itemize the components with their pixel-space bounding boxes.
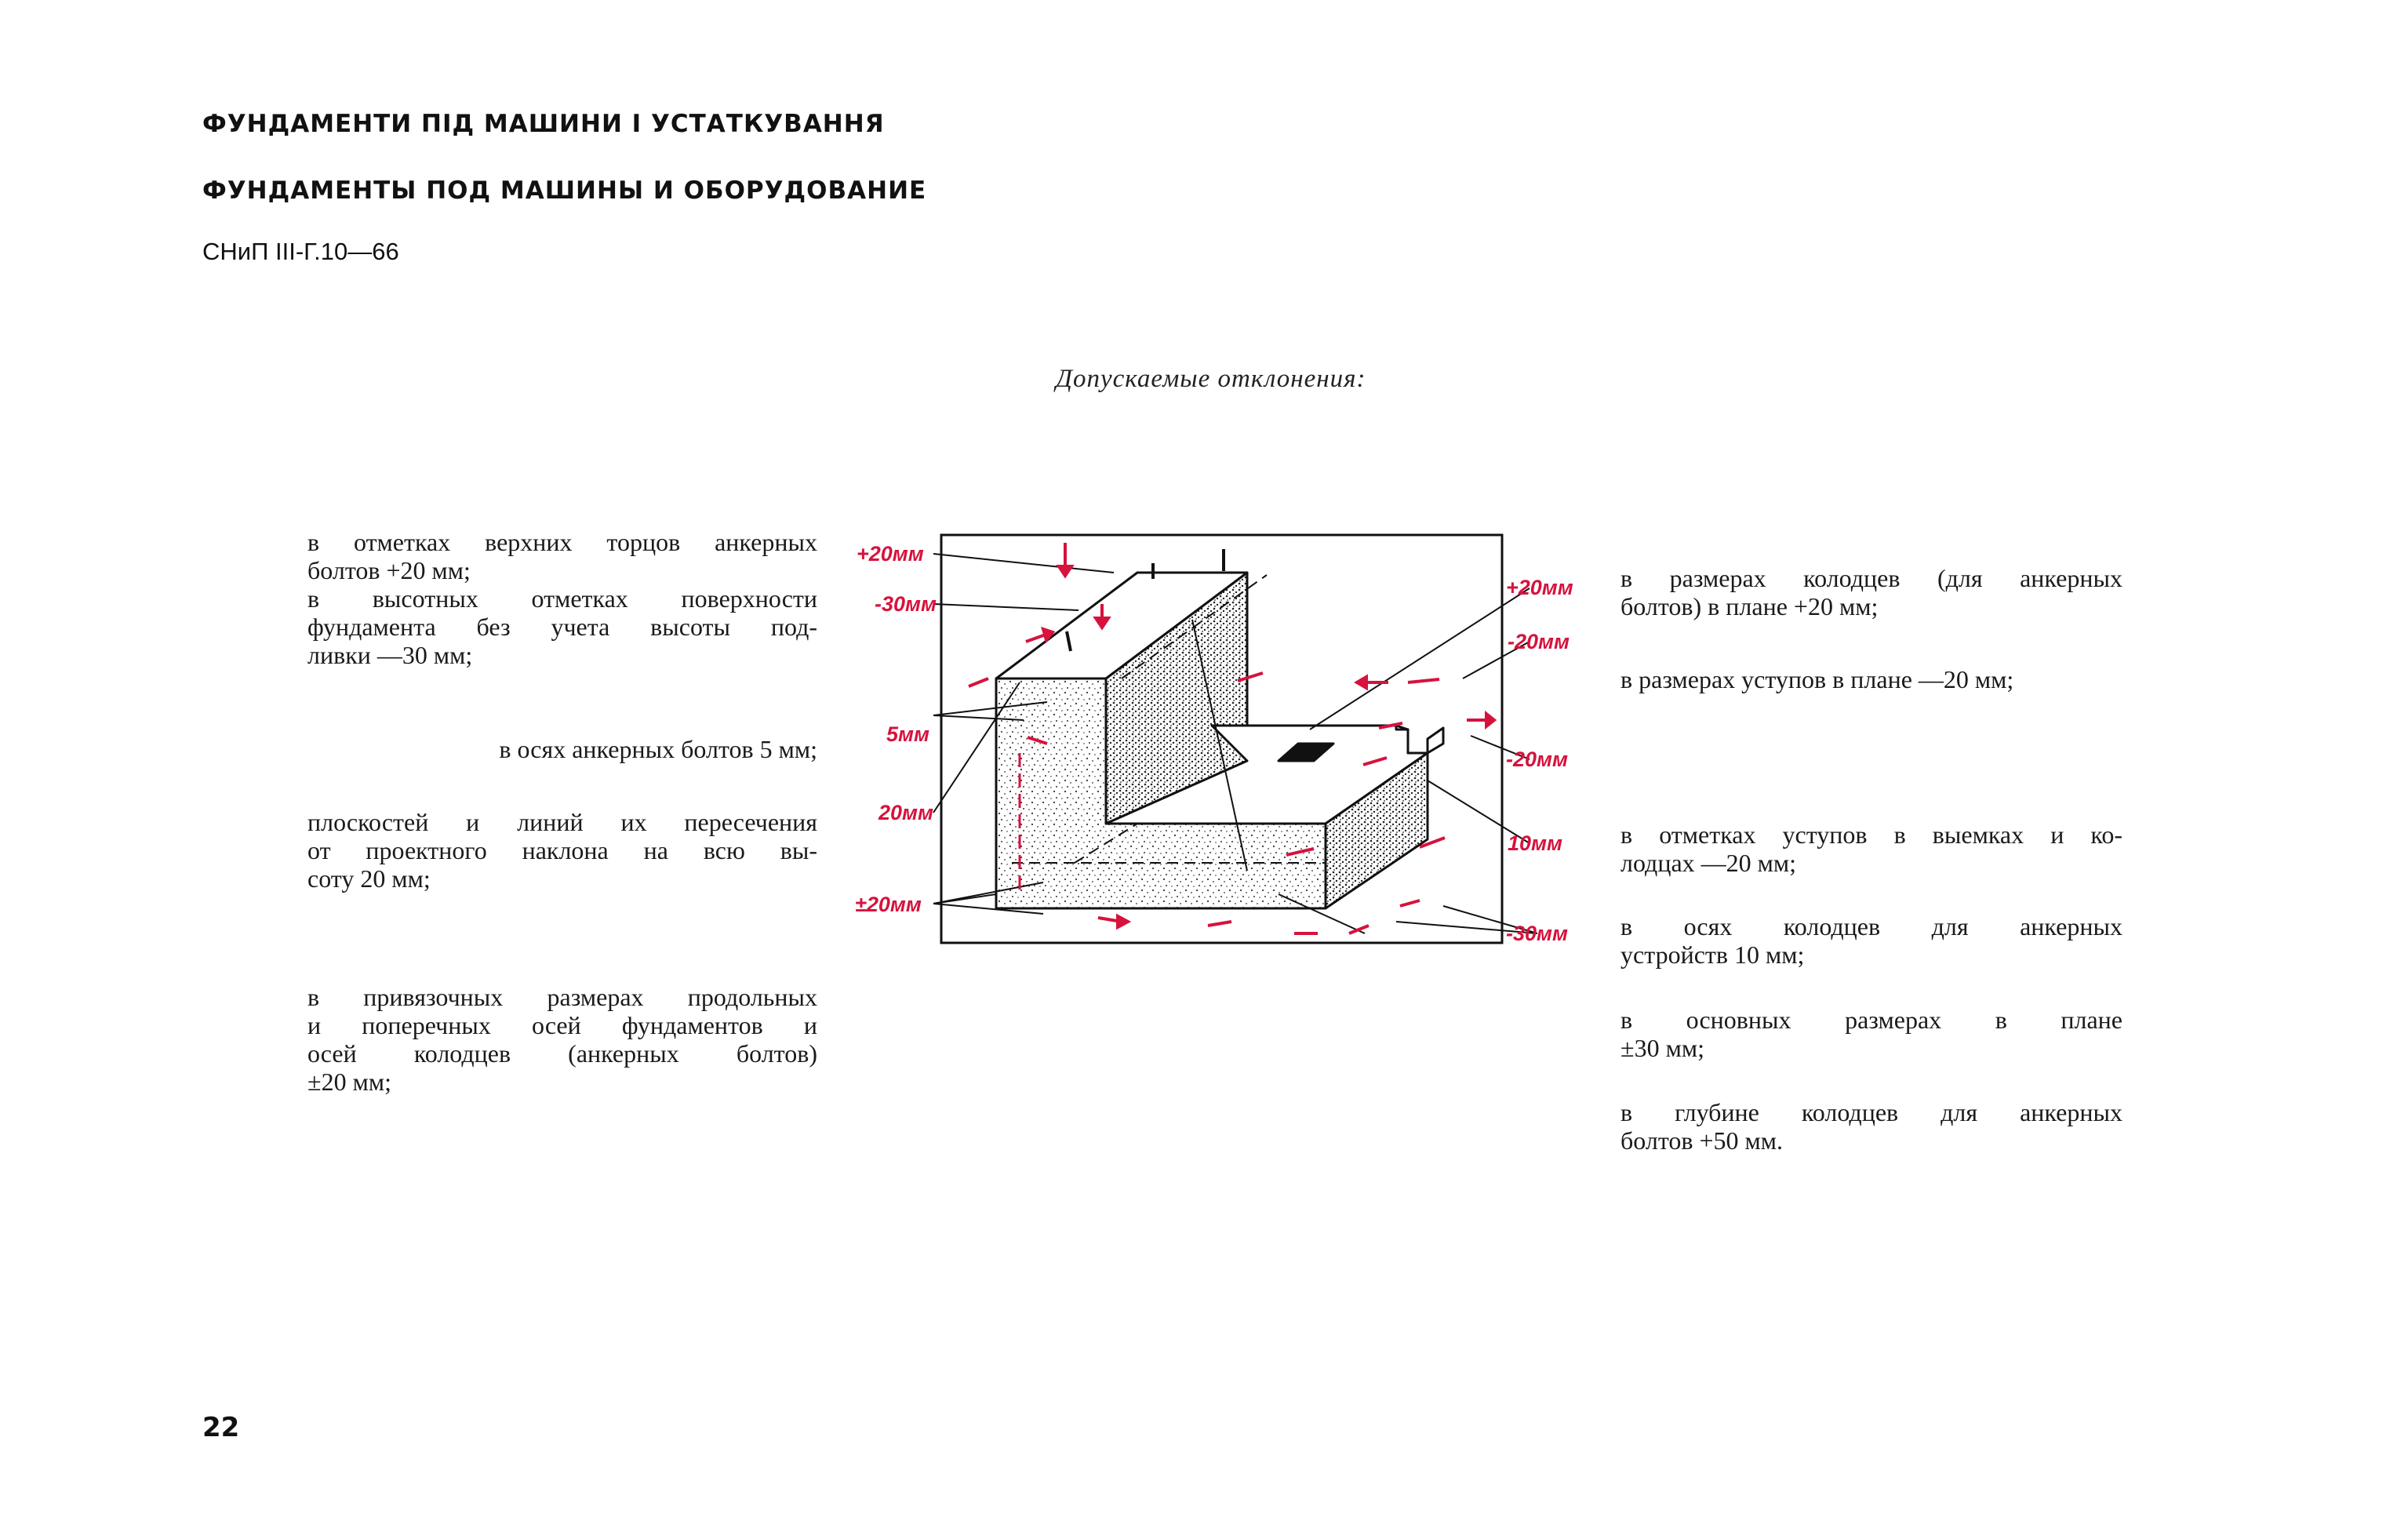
- foundation-diagram: [855, 526, 1608, 960]
- foundation-drawing: [855, 526, 1608, 957]
- title-russian: ФУНДАМЕНТЫ ПОД МАШИНЫ И ОБОРУДОВАНИЕ: [202, 176, 927, 205]
- left-paragraph-3: плоскостей и линий их пересечения от проектного наклона на всю вы- соту 20 мм;: [307, 808, 817, 893]
- right-paragraph-3: в отметках уступов в выемках и ко- лодцах —20 мм;: [1620, 820, 2122, 877]
- label-left-4: 20мм: [878, 801, 933, 824]
- right-paragraph-4: в осях колодцев для анкерных устройств 10 мм;: [1620, 912, 2122, 969]
- label-left-3: 5мм: [886, 722, 929, 746]
- right-paragraph-2: в размерах уступов в плане —20 мм;: [1620, 665, 2014, 693]
- left-paragraph-1: в отметках верхних торцов анкерных болтов +20 мм; в высотных отметках поверхности фундамента без учета высоты под- ливки —30 мм;: [307, 528, 817, 669]
- right-paragraph-6: в глубине колодцев для анкерных болтов +50 мм.: [1620, 1098, 2122, 1155]
- title-ukrainian: ФУНДАМЕНТИ ПІД МАШИНИ І УСТАТКУВАННЯ: [202, 110, 885, 138]
- left-paragraph-4: в привязочных размерах продольных и поперечных осей фундаментов и осей колодцев (анкерных болтов) ±20 мм;: [307, 983, 817, 1096]
- label-right-5: -30мм: [1506, 922, 1568, 945]
- label-left-5: ±20мм: [855, 893, 922, 916]
- foundation-block: [996, 549, 1443, 908]
- document-code: СНиП III-Г.10—66: [202, 238, 399, 265]
- label-right-4: 10мм: [1508, 831, 1562, 855]
- left-paragraph-2: в осях анкерных болтов 5 мм;: [499, 735, 817, 763]
- label-left-1: +20мм: [857, 542, 924, 566]
- label-right-3: -20мм: [1506, 748, 1568, 771]
- subtitle: Допускаемые отклонения:: [1056, 365, 1366, 393]
- label-right-2: -20мм: [1508, 630, 1570, 653]
- label-left-2: -30мм: [875, 592, 937, 616]
- page-number: 22: [202, 1412, 240, 1443]
- right-paragraph-1: в размерах колодцев (для анкерных болтов) в плане +20 мм;: [1620, 564, 2122, 620]
- label-right-1: +20мм: [1506, 576, 1573, 599]
- right-paragraph-5: в основных размерах в плане ±30 мм;: [1620, 1006, 2122, 1062]
